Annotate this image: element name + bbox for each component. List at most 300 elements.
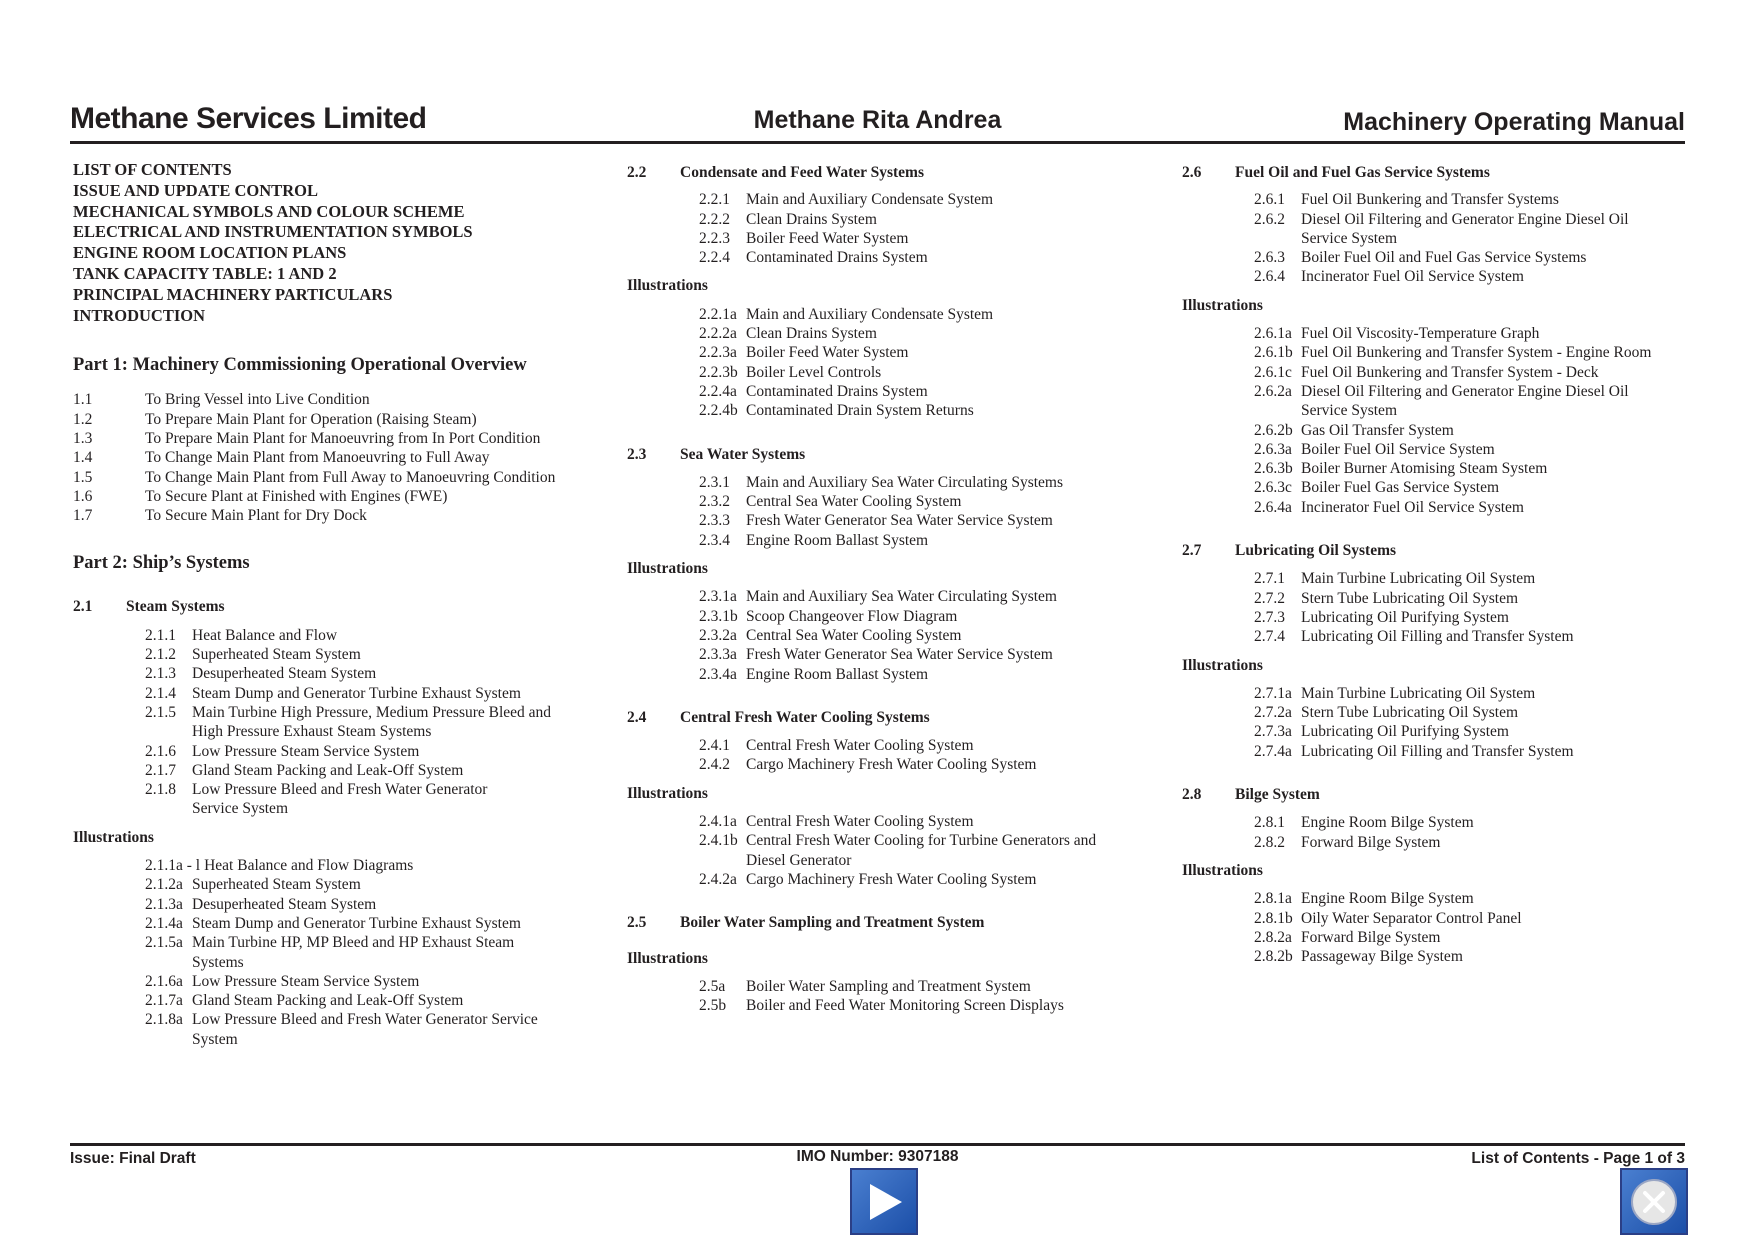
list-item[interactable] [699, 996, 1147, 1015]
list-item[interactable] [73, 468, 593, 487]
item-number: 2.6.1c [1254, 363, 1292, 381]
item-text: Low Pressure Steam Service System [192, 742, 420, 760]
item-text: Main and Auxiliary Sea Water Circulating System [746, 588, 1057, 606]
list-item[interactable] [699, 607, 1147, 626]
item-text: Central Fresh Water Cooling System [746, 737, 974, 755]
section-items [1182, 569, 1702, 646]
item-text: Clean Drains System [746, 325, 877, 343]
item-number: 2.1.5a [145, 934, 183, 952]
list-item[interactable] [1254, 363, 1702, 382]
item-text: To Secure Plant at Finished with Engines (FWE) [145, 487, 448, 505]
item-number: 2.2.4 [699, 249, 730, 267]
illustrations-heading: Illustrations [627, 560, 708, 578]
list-item[interactable] [699, 511, 1147, 530]
item-number: 2.1.5 [145, 703, 176, 721]
item-number: 2.8.2 [1254, 833, 1285, 851]
part-1-list [73, 390, 593, 525]
item-text: Central Sea Water Cooling System [746, 626, 962, 644]
list-item[interactable] [699, 363, 1147, 382]
section-heading[interactable] [627, 163, 1147, 182]
item-text: Lubricating Oil Filling and Transfer System [1301, 742, 1574, 760]
item-text: Fresh Water Generator Sea Water Service System [746, 512, 1053, 530]
section-heading[interactable] [73, 597, 593, 616]
item-number: 2.2.2 [699, 210, 730, 228]
front-matter-item[interactable]: LIST OF CONTENTS [73, 160, 232, 179]
front-matter-item[interactable]: PRINCIPAL MACHINERY PARTICULARS [73, 284, 393, 304]
list-item[interactable] [1254, 928, 1702, 947]
section-number: 2.7 [1182, 542, 1202, 560]
item-text: Steam Dump and Generator Turbine Exhaust System [192, 684, 521, 702]
company-name: Methane Services Limited [70, 102, 427, 135]
list-item[interactable] [699, 210, 1147, 229]
illustrations-list [73, 856, 593, 1049]
item-number: 2.2.3 [699, 229, 730, 247]
list-item[interactable] [699, 324, 1147, 343]
item-text: To Change Main Plant from Full Away to Manoeuvring Condition [145, 468, 556, 486]
item-number: 2.1.4 [145, 684, 176, 702]
list-item[interactable] [145, 626, 593, 645]
item-number: 2.4.1a [699, 813, 737, 831]
list-item[interactable] [1254, 569, 1702, 588]
list-item[interactable] [73, 448, 593, 467]
illustrations-list [1182, 889, 1702, 966]
section-items [627, 190, 1147, 267]
item-number: 2.8.1a [1254, 890, 1292, 908]
item-number: 2.2.4b [699, 402, 738, 420]
illustrations-heading: Illustrations [1182, 296, 1263, 314]
illustrations-heading: Illustrations [1182, 861, 1263, 879]
item-text: Superheated Steam System [192, 876, 361, 894]
list-item[interactable] [145, 761, 593, 780]
list-item[interactable] [699, 736, 1147, 755]
item-text: Boiler and Feed Water Monitoring Screen Displays [746, 997, 1064, 1015]
section-title: Central Fresh Water Cooling Systems [680, 708, 930, 726]
item-number: 2.6.3c [1254, 479, 1292, 497]
item-number: 2.1.4a [145, 914, 183, 932]
list-item[interactable] [145, 875, 593, 894]
item-number: 2.7.4a [1254, 742, 1292, 760]
item-number: 2.3.1b [699, 607, 738, 625]
item-text: Steam Dump and Generator Turbine Exhaust System [192, 914, 521, 932]
item-number: 1.6 [73, 487, 93, 505]
item-number: 2.6.1 [1254, 191, 1285, 209]
item-number: 2.8.1b [1254, 909, 1293, 927]
front-matter-item[interactable]: MECHANICAL SYMBOLS AND COLOUR SCHEME [73, 201, 465, 221]
list-item[interactable] [699, 305, 1147, 324]
item-text: Desuperheated Steam System [192, 895, 377, 913]
item-text: Fuel Oil Viscosity-Temperature Graph [1301, 325, 1540, 343]
list-item[interactable] [1254, 324, 1702, 343]
item-number: 1.4 [73, 449, 93, 467]
list-item[interactable] [1254, 627, 1702, 646]
list-item[interactable] [1254, 343, 1702, 362]
item-number: 2.6.3b [1254, 460, 1293, 478]
item-text: Boiler Feed Water System [746, 229, 909, 247]
illustrations-heading: Illustrations [627, 277, 708, 295]
list-item[interactable] [699, 343, 1147, 362]
item-number: 2.1.3 [145, 665, 176, 683]
section-number: 2.3 [627, 445, 647, 463]
item-number: 2.6.2a [1254, 382, 1292, 400]
next-page-button[interactable] [850, 1168, 918, 1235]
list-item[interactable] [1254, 210, 1702, 249]
list-item[interactable] [1254, 684, 1702, 703]
illustrations-list [627, 587, 1147, 683]
list-item[interactable] [1254, 421, 1702, 440]
list-item[interactable] [1254, 909, 1702, 928]
item-text: Fuel Oil Bunkering and Transfer Systems [1301, 191, 1559, 209]
item-text: Desuperheated Steam System [192, 665, 377, 683]
list-item[interactable] [145, 780, 593, 819]
list-item[interactable] [1254, 478, 1702, 497]
item-number: 2.1.6a [145, 972, 183, 990]
item-text: Gland Steam Packing and Leak-Off System [192, 992, 464, 1010]
item-number: 1.2 [73, 410, 93, 428]
illustrations-list [627, 977, 1147, 1016]
front-matter-list [73, 160, 593, 326]
item-text: Boiler Level Controls [746, 363, 882, 381]
illustrations-list [1182, 684, 1702, 761]
item-text: Forward Bilge System [1301, 833, 1441, 851]
item-number: 2.1.1 [145, 626, 176, 644]
item-number: 2.3.2a [699, 626, 737, 644]
item-text: Main Turbine Lubricating Oil System [1301, 570, 1536, 588]
item-text: To Prepare Main Plant for Manoeuvring from In Port Condition [145, 429, 541, 447]
item-text: Contaminated Drains System [746, 249, 928, 267]
list-item[interactable] [699, 831, 1147, 870]
list-item[interactable] [1254, 742, 1702, 761]
section-items [627, 736, 1147, 775]
section-heading[interactable] [1182, 163, 1702, 182]
item-text: Main Turbine Lubricating Oil System [1301, 684, 1536, 702]
item-number: 2.4.1b [699, 832, 738, 850]
item-number: 2.7.1a [1254, 684, 1292, 702]
list-item[interactable] [1254, 722, 1702, 741]
item-text: To Secure Main Plant for Dry Dock [145, 507, 367, 525]
item-number: 2.1.7 [145, 761, 176, 779]
item-number: 2.1.8a [145, 1011, 183, 1029]
list-item[interactable] [699, 473, 1147, 492]
item-text: Main Turbine HP, MP Bleed and HP Exhaust Steam Systems [192, 934, 515, 971]
list-item[interactable] [699, 401, 1147, 420]
list-item[interactable] [699, 665, 1147, 684]
front-matter-item[interactable]: INTRODUCTION [73, 305, 206, 325]
list-item[interactable] [699, 587, 1147, 606]
list-item[interactable] [1254, 382, 1702, 421]
item-text: Boiler Fuel Gas Service System [1301, 479, 1500, 497]
list-item[interactable] [1254, 589, 1702, 608]
close-button[interactable] [1620, 1168, 1688, 1235]
item-number: 1.1 [73, 391, 93, 409]
front-matter-item[interactable]: ISSUE AND UPDATE CONTROL [73, 180, 318, 200]
item-text: Central Sea Water Cooling System [746, 493, 962, 511]
list-item[interactable] [699, 870, 1147, 889]
item-number: 2.7.4 [1254, 628, 1285, 646]
item-number: 2.2.4a [699, 382, 737, 400]
item-text: To Bring Vessel into Live Condition [145, 391, 370, 409]
list-item[interactable] [145, 856, 593, 875]
list-item[interactable] [699, 812, 1147, 831]
item-number: 2.1.7a [145, 992, 183, 1010]
item-number: 2.4.2a [699, 870, 737, 888]
item-number: 2.8.1 [1254, 814, 1285, 832]
play-arrow-icon [860, 1178, 908, 1226]
close-circle-icon [1628, 1176, 1680, 1228]
list-item[interactable] [1254, 889, 1702, 908]
item-number: 2.6.4a [1254, 498, 1292, 516]
section-title: Lubricating Oil Systems [1235, 542, 1397, 560]
item-number: 2.3.3 [699, 512, 730, 530]
front-matter-item[interactable]: ELECTRICAL AND INSTRUMENTATION SYMBOLS [73, 222, 473, 242]
item-number: 2.7.1 [1254, 570, 1285, 588]
list-item[interactable] [1254, 947, 1702, 966]
item-text: Boiler Fuel Oil and Fuel Gas Service Systems [1301, 249, 1587, 267]
imo-number: IMO Number: 9307188 [796, 1148, 959, 1165]
item-text: Oily Water Separator Control Panel [1301, 909, 1522, 927]
list-item[interactable] [699, 248, 1147, 267]
illustrations-heading: Illustrations [627, 949, 708, 967]
list-item[interactable] [145, 1010, 593, 1049]
item-number: 2.2.1 [699, 191, 730, 209]
list-item[interactable] [145, 645, 593, 664]
item-text: Boiler Feed Water System [746, 344, 909, 362]
list-item[interactable] [1254, 703, 1702, 722]
item-number: 2.1.6 [145, 742, 176, 760]
item-text: Scoop Changeover Flow Diagram [746, 607, 958, 625]
item-text: Stern Tube Lubricating Oil System [1301, 704, 1518, 722]
item-number: 2.2.3a [699, 344, 737, 362]
item-text: To Prepare Main Plant for Operation (Raising Steam) [145, 410, 477, 428]
item-number: 2.6.3 [1254, 249, 1285, 267]
section-heading[interactable] [1182, 541, 1702, 560]
list-item[interactable] [145, 991, 593, 1010]
list-item[interactable] [145, 914, 593, 933]
item-text: Low Pressure Steam Service System [192, 972, 420, 990]
front-matter-item[interactable]: TANK CAPACITY TABLE: 1 AND 2 [73, 263, 337, 283]
item-text: Engine Room Ballast System [746, 665, 929, 683]
item-text: Heat Balance and Flow [192, 626, 338, 644]
item-number: 1.3 [73, 429, 93, 447]
item-text: Cargo Machinery Fresh Water Cooling System [746, 756, 1037, 774]
item-text: Diesel Oil Filtering and Generator Engine Diesel Oil Service System [1301, 382, 1629, 420]
list-item[interactable] [73, 487, 593, 506]
item-text: Passageway Bilge System [1301, 948, 1463, 966]
item-number: 1.5 [73, 468, 93, 486]
item-number: 2.2.2a [699, 325, 737, 343]
list-item[interactable] [1254, 813, 1702, 832]
item-text: Incinerator Fuel Oil Service System [1301, 498, 1524, 516]
item-text: Low Pressure Bleed and Fresh Water Generator Service System [192, 1011, 538, 1048]
item-number: 2.7.3a [1254, 723, 1292, 741]
item-number: 2.2.3b [699, 363, 738, 381]
section-heading[interactable] [627, 445, 1147, 464]
item-number: 2.1.8 [145, 781, 176, 799]
illustrations-list [627, 812, 1147, 889]
item-text: Contaminated Drains System [746, 382, 928, 400]
list-item[interactable] [1254, 440, 1702, 459]
item-number: 2.6.1a [1254, 325, 1292, 343]
illustrations-list [1182, 324, 1702, 517]
item-number: 2.7.2 [1254, 589, 1285, 607]
list-item[interactable] [73, 506, 593, 525]
section-number: 2.6 [1182, 164, 1202, 181]
section-number: 2.5 [627, 914, 647, 932]
list-item[interactable] [699, 977, 1147, 996]
illustrations-heading: Illustrations [73, 828, 154, 846]
item-text: Incinerator Fuel Oil Service System [1301, 268, 1524, 286]
list-item[interactable] [1254, 833, 1702, 852]
manual-title: Machinery Operating Manual [1343, 108, 1685, 136]
item-text: Heat Balance and Flow Diagrams [204, 857, 414, 875]
item-text: Superheated Steam System [192, 646, 361, 664]
list-item[interactable] [1254, 267, 1702, 286]
list-item[interactable] [145, 684, 593, 703]
item-text: Boiler Burner Atomising Steam System [1301, 460, 1548, 478]
item-number: 2.7.2a [1254, 704, 1292, 722]
item-number: 2.6.4 [1254, 268, 1285, 286]
item-text: Boiler Water Sampling and Treatment System [746, 977, 1031, 995]
page-indicator: List of Contents - Page 1 of 3 [1471, 1150, 1685, 1167]
list-item[interactable] [145, 664, 593, 683]
list-item[interactable] [73, 390, 593, 409]
item-text: Fuel Oil Bunkering and Transfer System - Deck [1301, 363, 1599, 381]
contents-column-3 [1182, 160, 1702, 966]
item-text: Stern Tube Lubricating Oil System [1301, 589, 1518, 607]
list-item[interactable] [73, 410, 593, 429]
item-text: Engine Room Bilge System [1301, 814, 1474, 832]
front-matter-item[interactable]: ENGINE ROOM LOCATION PLANS [73, 243, 347, 263]
section-number: 2.8 [1182, 786, 1202, 804]
section-number: 2.2 [627, 164, 647, 181]
illustrations-heading: Illustrations [627, 784, 708, 802]
section-items [73, 626, 593, 819]
section-items [1182, 190, 1702, 286]
list-item[interactable] [145, 933, 593, 972]
item-text: Lubricating Oil Purifying System [1301, 608, 1509, 626]
item-number: 2.4.2 [699, 756, 730, 774]
illustrations-list [627, 305, 1147, 421]
item-text: Engine Room Bilge System [1301, 890, 1474, 908]
item-text: Gland Steam Packing and Leak-Off System [192, 761, 464, 779]
section-items [1182, 813, 1702, 852]
part-1-title[interactable]: Part 1: Machinery Commissioning Operational Overview [73, 355, 527, 376]
item-text: Clean Drains System [746, 210, 877, 228]
item-text: Contaminated Drain System Returns [746, 402, 974, 420]
item-number: 2.1.2 [145, 646, 176, 664]
item-text: Diesel Oil Filtering and Generator Engine Diesel Oil Service System [1301, 210, 1629, 247]
list-item[interactable] [699, 531, 1147, 550]
contents-column-2 [627, 160, 1147, 1015]
section-title: Steam Systems [126, 598, 225, 616]
item-number: 2.8.2a [1254, 928, 1292, 946]
item-number: 2.6.2b [1254, 421, 1293, 439]
list-item[interactable] [699, 755, 1147, 774]
item-number: 2.5a [699, 977, 726, 995]
item-text: Central Fresh Water Cooling for Turbine Generators and Diesel Generator [746, 832, 1097, 869]
item-number: 2.6.1b [1254, 344, 1293, 362]
list-item[interactable] [699, 645, 1147, 664]
footer-rule [70, 1143, 1685, 1146]
item-number: 2.7.3 [1254, 608, 1285, 626]
item-number: 2.8.2b [1254, 948, 1293, 966]
section-title: Bilge System [1235, 786, 1320, 804]
list-item[interactable] [699, 229, 1147, 248]
list-item[interactable] [699, 626, 1147, 645]
item-number: 2.3.4 [699, 531, 730, 549]
item-text: Fuel Oil Bunkering and Transfer System - Engine Room [1301, 344, 1652, 362]
section-number: 2.1 [73, 598, 93, 616]
item-text: Lubricating Oil Purifying System [1301, 723, 1509, 741]
list-item[interactable] [145, 742, 593, 761]
section-number: 2.4 [627, 708, 647, 726]
section-heading[interactable] [627, 708, 1147, 727]
item-text: Forward Bilge System [1301, 928, 1441, 946]
item-text: Boiler Fuel Oil Service System [1301, 440, 1495, 458]
section-title: Sea Water Systems [680, 445, 806, 463]
item-text: Gas Oil Transfer System [1301, 421, 1454, 439]
list-item[interactable] [145, 703, 593, 742]
item-number: 2.1.2a [145, 876, 183, 894]
list-item[interactable] [1254, 608, 1702, 627]
list-item[interactable] [699, 382, 1147, 401]
contents-column-1 [73, 160, 593, 1049]
item-number: 2.6.3a [1254, 440, 1292, 458]
list-item[interactable] [145, 972, 593, 991]
item-number: 2.5b [699, 997, 727, 1015]
item-number: 2.3.3a [699, 646, 737, 664]
list-item[interactable] [1254, 459, 1702, 478]
item-text: Fresh Water Generator Sea Water Service System [746, 646, 1053, 664]
item-text: Low Pressure Bleed and Fresh Water Generator Service System [192, 781, 488, 818]
item-text: Engine Room Ballast System [746, 531, 929, 549]
list-item[interactable] [699, 492, 1147, 511]
section-title: Boiler Water Sampling and Treatment System [680, 914, 985, 932]
item-text: To Change Main Plant from Manoeuvring to Full Away [145, 449, 490, 467]
item-number: 2.3.4a [699, 665, 737, 683]
item-number: 2.1.1a - l [145, 857, 201, 875]
item-number: 2.4.1 [699, 737, 730, 755]
section-heading[interactable] [627, 913, 1147, 932]
item-number: 2.3.2 [699, 493, 730, 511]
illustrations-heading: Illustrations [1182, 656, 1263, 674]
item-number: 1.7 [73, 507, 93, 525]
item-text: Cargo Machinery Fresh Water Cooling System [746, 870, 1037, 888]
item-number: 2.3.1a [699, 588, 737, 606]
list-item[interactable] [1254, 498, 1702, 517]
list-item[interactable] [1254, 190, 1702, 209]
list-item[interactable] [73, 429, 593, 448]
item-number: 2.2.1a [699, 305, 737, 323]
item-number: 2.6.2 [1254, 210, 1285, 228]
list-item[interactable] [1254, 248, 1702, 267]
item-number: 2.1.3a [145, 895, 183, 913]
item-text: Lubricating Oil Filling and Transfer System [1301, 628, 1574, 646]
part-2-title[interactable]: Part 2: Ship’s Systems [73, 553, 250, 574]
section-heading[interactable] [1182, 785, 1702, 804]
item-text: Main and Auxiliary Condensate System [746, 191, 994, 209]
vessel-name: Methane Rita Andrea [753, 106, 1002, 134]
list-item[interactable] [145, 895, 593, 914]
section-items [627, 473, 1147, 550]
item-text: Main and Auxiliary Sea Water Circulating Systems [746, 473, 1064, 491]
section-title: Fuel Oil and Fuel Gas Service Systems [1235, 164, 1490, 181]
item-text: Main Turbine High Pressure, Medium Pressure Bleed and High Pressure Exhaust Steam Systems [192, 703, 552, 741]
header-rule [70, 141, 1685, 144]
item-text: Central Fresh Water Cooling System [746, 813, 974, 831]
item-text: Main and Auxiliary Condensate System [746, 305, 994, 323]
issue-label: Issue: Final Draft [70, 1150, 196, 1167]
list-item[interactable] [699, 190, 1147, 209]
